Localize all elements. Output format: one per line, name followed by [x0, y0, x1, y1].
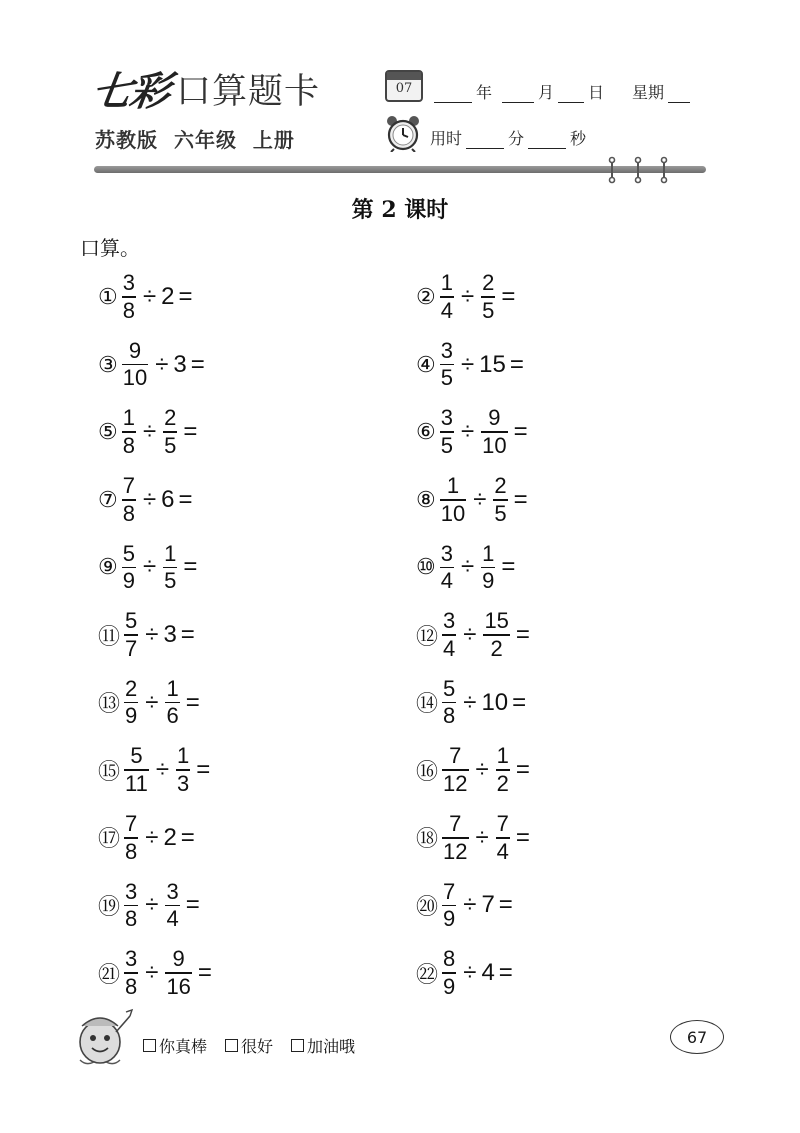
problem-item — [416, 880, 513, 930]
fraction — [165, 878, 179, 932]
brand-logo — [88, 68, 321, 115]
problem-item — [416, 813, 530, 863]
denominator: 9 — [122, 568, 135, 594]
self-rating — [143, 1034, 355, 1057]
divisor-integer: 4 — [481, 959, 495, 986]
time-used-label: 用时 — [430, 129, 463, 148]
time-fill-line — [430, 126, 586, 149]
numerator: 9 — [488, 405, 501, 431]
numerator: 1 — [164, 540, 177, 566]
divisor-integer: 15 — [479, 350, 506, 378]
calendar-icon — [385, 70, 423, 102]
problem-item — [416, 337, 524, 391]
numerator: 7 — [496, 811, 509, 836]
checkbox-icon — [225, 1039, 238, 1052]
problem-item — [416, 675, 527, 729]
problem-number: ⑨ — [98, 554, 118, 580]
numerator: 2 — [125, 675, 138, 701]
problem-item — [416, 407, 528, 457]
denominator: 9 — [443, 973, 456, 999]
divisor-integer: 3 — [163, 621, 177, 648]
fraction — [442, 745, 468, 795]
problem-item — [416, 272, 515, 322]
fraction — [483, 610, 509, 660]
numerator: 3 — [125, 946, 138, 972]
fraction — [440, 540, 454, 594]
denominator: 4 — [440, 297, 453, 323]
operator: ÷ — [460, 283, 475, 310]
numerator: 8 — [443, 946, 456, 972]
numerator: 3 — [440, 405, 453, 431]
problem-number: ⑩ — [416, 554, 436, 580]
denominator: 5 — [164, 568, 177, 594]
year-blank[interactable] — [434, 86, 472, 103]
fraction — [481, 540, 495, 594]
problem-number: ① — [98, 284, 118, 309]
problem-number: ⑭ — [416, 691, 439, 717]
fraction — [440, 407, 454, 457]
fraction — [442, 948, 456, 998]
numerator: 3 — [125, 878, 138, 904]
problem-item — [416, 948, 513, 998]
problem-item — [98, 813, 195, 863]
operator: ÷ — [473, 485, 487, 513]
operator: ÷ — [463, 621, 477, 648]
problem-number: ⑮ — [98, 758, 121, 784]
numerator: 9 — [172, 946, 185, 972]
denominator: 8 — [122, 297, 135, 323]
date-fill-line — [430, 80, 694, 103]
problem-number: ⑲ — [98, 893, 121, 919]
second-label: 秒 — [570, 129, 587, 148]
operator: ÷ — [460, 553, 475, 581]
brand-title: 口算题卡 — [176, 72, 321, 112]
fraction — [442, 675, 456, 729]
denominator: 5 — [164, 432, 177, 458]
month-blank[interactable] — [502, 86, 534, 103]
fraction — [165, 948, 191, 998]
numerator: 7 — [443, 878, 456, 904]
problem-number: ⑥ — [416, 419, 436, 445]
equals-sign: = — [513, 485, 528, 513]
denominator: 5 — [440, 365, 453, 391]
fraction — [122, 272, 136, 322]
equals-sign: = — [501, 553, 516, 581]
fraction — [124, 948, 138, 998]
fraction — [440, 475, 466, 525]
numerator: 3 — [166, 878, 179, 904]
problem-item — [98, 475, 193, 525]
fraction — [163, 407, 177, 457]
problem-item — [98, 880, 200, 930]
operator: ÷ — [145, 621, 159, 648]
lesson-title: 第 2 课时 — [351, 197, 449, 223]
equals-sign: = — [190, 350, 205, 378]
divisor-integer: 2 — [163, 823, 177, 851]
divisor-integer: 3 — [173, 350, 187, 378]
problem-number: ⑧ — [416, 486, 436, 512]
equals-sign: = — [501, 283, 516, 310]
equals-sign: = — [196, 756, 211, 784]
numerator: 1 — [177, 743, 190, 769]
denominator: 4 — [440, 568, 453, 594]
divisor-integer: 2 — [161, 283, 175, 310]
problem-number: ⑦ — [98, 486, 118, 512]
brand-script: 七彩 — [88, 68, 172, 115]
problem-item — [98, 948, 212, 998]
operator: ÷ — [460, 418, 475, 446]
equals-sign: = — [515, 823, 530, 851]
numerator: 1 — [446, 473, 460, 498]
problem-item — [416, 745, 530, 795]
numerator: 1 — [496, 743, 509, 769]
year-label: 年 — [476, 83, 493, 102]
denominator: 8 — [125, 838, 138, 864]
numerator: 7 — [449, 811, 462, 836]
edition-subtitle: 苏教版 六年级 上册 — [95, 128, 295, 152]
numerator: 7 — [449, 743, 462, 769]
denominator: 7 — [125, 635, 138, 661]
page-number: 67 — [670, 1020, 724, 1054]
fraction — [481, 407, 507, 457]
operator: ÷ — [460, 350, 475, 378]
fraction — [124, 878, 138, 932]
operator: ÷ — [475, 823, 489, 851]
denominator: 2 — [496, 770, 509, 796]
numerator: 7 — [122, 473, 135, 498]
equals-sign: = — [178, 283, 193, 310]
denominator: 6 — [166, 703, 179, 729]
problem-number: ② — [416, 284, 436, 309]
denominator: 10 — [440, 500, 466, 526]
problem-number: ㉒ — [416, 961, 439, 987]
fraction — [442, 813, 468, 863]
problem-item — [98, 542, 197, 592]
fraction — [442, 610, 456, 660]
rating-good[interactable] — [225, 1034, 273, 1057]
numerator: 5 — [443, 675, 456, 701]
equals-sign: = — [183, 418, 198, 446]
denominator: 10 — [482, 432, 507, 458]
denominator: 10 — [122, 365, 148, 391]
problem-item — [98, 675, 200, 729]
equals-sign: = — [180, 621, 195, 648]
fraction — [122, 540, 136, 594]
denominator: 8 — [122, 500, 135, 526]
numerator: 1 — [482, 540, 495, 566]
rating-keep-trying[interactable] — [291, 1034, 355, 1057]
problem-number: ⑱ — [416, 826, 439, 852]
problem-number: ⑳ — [416, 893, 439, 919]
divisor-integer: 10 — [481, 688, 509, 716]
numerator: 3 — [440, 337, 453, 363]
problem-item — [98, 407, 197, 457]
operator: ÷ — [463, 959, 477, 986]
problem-item — [98, 610, 195, 660]
rating-excellent[interactable] — [143, 1034, 207, 1057]
numerator: 5 — [125, 608, 138, 634]
operator: ÷ — [142, 485, 157, 513]
rating-label: 很好 — [241, 1037, 274, 1056]
denominator: 11 — [125, 770, 148, 796]
denominator: 8 — [122, 432, 135, 458]
mascot-illustration-icon — [70, 1006, 136, 1070]
fraction — [496, 745, 510, 795]
equals-sign: = — [197, 959, 212, 986]
fraction — [124, 610, 138, 660]
numerator: 3 — [122, 270, 135, 296]
operator: ÷ — [142, 283, 157, 310]
binder-rings-icon — [606, 156, 670, 184]
operator: ÷ — [155, 350, 169, 378]
problem-number: ③ — [98, 351, 118, 377]
weekday-label: 星期 — [632, 83, 665, 102]
checkbox-icon — [291, 1039, 304, 1052]
operator: ÷ — [145, 959, 159, 986]
problem-number: ⑬ — [98, 691, 121, 717]
fraction — [176, 745, 190, 795]
denominator: 9 — [443, 906, 456, 932]
denominator: 9 — [482, 568, 495, 594]
problem-number: ⑪ — [98, 623, 121, 649]
numerator: 3 — [440, 540, 453, 566]
fraction — [440, 272, 454, 322]
equals-sign: = — [183, 553, 198, 581]
operator: ÷ — [155, 756, 170, 784]
fraction — [122, 337, 148, 391]
denominator: 2 — [490, 635, 503, 661]
equals-sign: = — [515, 756, 530, 784]
checkbox-icon — [143, 1039, 156, 1052]
equals-sign: = — [509, 350, 524, 378]
equals-sign: = — [498, 891, 513, 919]
fraction — [124, 813, 138, 863]
denominator: 8 — [125, 906, 138, 932]
equals-sign: = — [512, 688, 527, 716]
denominator: 8 — [443, 703, 456, 729]
numerator: 9 — [128, 337, 142, 363]
fraction — [481, 272, 495, 322]
problem-item — [98, 745, 210, 795]
fraction — [122, 407, 136, 457]
fraction — [163, 540, 177, 594]
numerator: 1 — [440, 270, 453, 296]
denominator: 5 — [482, 297, 495, 323]
numerator: 7 — [125, 811, 138, 836]
operator: ÷ — [463, 891, 477, 919]
numerator: 2 — [494, 473, 507, 498]
numerator: 1 — [122, 405, 135, 431]
fraction — [165, 675, 179, 729]
divisor-integer: 6 — [161, 485, 175, 513]
problem-number: ⑫ — [416, 623, 439, 649]
numerator: 2 — [164, 405, 177, 431]
denominator: 9 — [125, 703, 138, 729]
fraction — [442, 878, 456, 932]
problem-item — [416, 475, 528, 525]
operator: ÷ — [145, 823, 159, 851]
operator: ÷ — [142, 553, 157, 581]
equals-sign: = — [513, 418, 528, 446]
denominator: 4 — [443, 635, 456, 661]
denominator: 16 — [166, 973, 191, 999]
fraction — [124, 745, 149, 795]
operator: ÷ — [145, 891, 159, 919]
equals-sign: = — [180, 823, 195, 851]
equals-sign: = — [515, 621, 530, 648]
equals-sign: = — [185, 688, 200, 716]
problem-item — [416, 542, 515, 592]
numerator: 5 — [122, 540, 135, 566]
equals-sign: = — [498, 959, 513, 986]
denominator: 12 — [443, 838, 468, 864]
denominator: 12 — [443, 770, 468, 796]
rating-label: 你真棒 — [159, 1037, 208, 1056]
problem-item — [416, 610, 530, 660]
fraction — [493, 475, 507, 525]
fraction — [124, 675, 138, 729]
numerator: 5 — [130, 743, 143, 769]
numerator: 2 — [482, 270, 495, 296]
instruction-text: 口算。 — [80, 236, 140, 260]
rating-label: 加油哦 — [307, 1037, 356, 1056]
minute-blank[interactable] — [466, 132, 504, 149]
calendar-number: 07 — [395, 81, 413, 96]
numerator: 15 — [484, 608, 509, 634]
operator: ÷ — [463, 688, 477, 716]
minute-label: 分 — [508, 129, 525, 148]
denominator: 4 — [166, 906, 179, 932]
second-blank[interactable] — [528, 132, 566, 149]
day-label: 日 — [588, 83, 605, 102]
problem-number: ⑰ — [98, 826, 121, 852]
numerator: 3 — [443, 608, 456, 634]
instruction — [80, 232, 140, 261]
weekday-blank[interactable] — [668, 86, 690, 103]
fraction — [122, 475, 136, 525]
denominator: 8 — [125, 973, 138, 999]
denominator: 5 — [494, 500, 507, 526]
denominator: 5 — [440, 432, 453, 458]
problem-item — [98, 272, 193, 322]
divisor-integer: 7 — [481, 891, 495, 919]
problem-number: ㉑ — [98, 961, 121, 987]
numerator: 1 — [166, 675, 179, 701]
alarm-clock-icon — [385, 114, 421, 152]
problem-item — [98, 337, 205, 391]
fraction — [496, 813, 510, 863]
month-label: 月 — [538, 83, 555, 102]
day-blank[interactable] — [558, 86, 584, 103]
equals-sign: = — [178, 485, 193, 513]
problem-number: ④ — [416, 351, 436, 377]
denominator: 4 — [496, 838, 509, 864]
operator: ÷ — [475, 756, 489, 784]
operator: ÷ — [145, 688, 159, 716]
problem-number: ⑤ — [98, 419, 118, 445]
equals-sign: = — [185, 891, 200, 919]
operator: ÷ — [142, 418, 157, 446]
problem-number: ⑯ — [416, 758, 439, 784]
denominator: 3 — [177, 770, 190, 796]
fraction — [440, 337, 454, 391]
